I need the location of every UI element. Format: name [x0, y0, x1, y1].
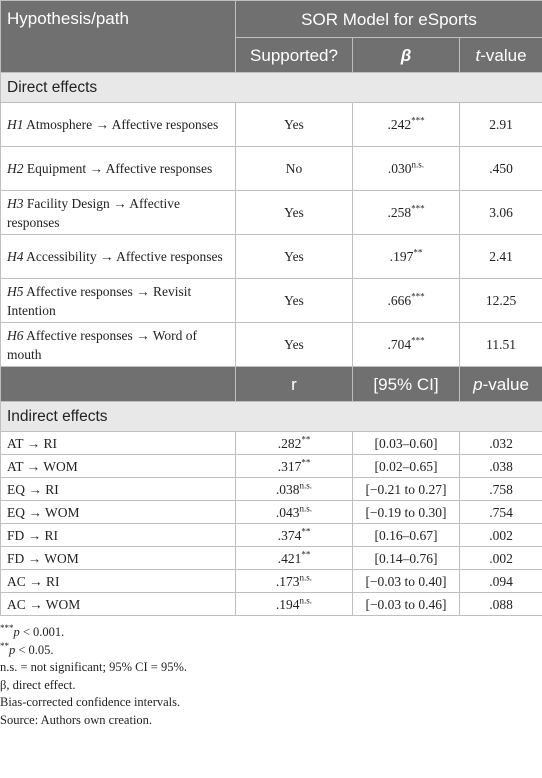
indirect-path: FD → WOM — [1, 547, 236, 570]
hypothesis-path — [1, 103, 236, 147]
path-text: Equipment → Affective responses — [23, 161, 213, 176]
note-bias: Bias-corrected confidence intervals. — [0, 695, 181, 709]
beta-cell — [353, 147, 460, 191]
ci-cell: [0.14–0.76] — [353, 547, 460, 570]
note-source: Source: Authors own creation. — [0, 712, 153, 727]
indirect-row — [1, 593, 542, 616]
value: .038 — [275, 481, 300, 497]
supported-cell: Yes — [236, 323, 353, 367]
path-text: Affective responses → Word of mouth — [7, 327, 198, 362]
t-value-header: t-value — [460, 38, 542, 73]
table-notes — [0, 616, 542, 729]
path-text: Affective responses → Revisit Intention — [7, 283, 192, 318]
ci-cell: [0.02–0.65] — [353, 455, 460, 478]
path-text: Facility Design → Affective responses — [7, 195, 180, 230]
significance-marker: ** — [413, 247, 423, 258]
r-cell — [236, 501, 353, 524]
value: .374 — [277, 527, 302, 543]
indirect-row — [1, 455, 542, 478]
indirect-effects-label: Indirect effects — [1, 402, 542, 432]
hypothesis-label: H6 — [7, 327, 24, 343]
indirect-row — [1, 547, 542, 570]
note-beta: β, direct effect. — [0, 677, 76, 692]
value: .242 — [387, 117, 412, 132]
t-value-cell: 2.41 — [460, 235, 542, 279]
supported-cell: Yes — [236, 235, 353, 279]
significance-marker: n.s. — [411, 159, 425, 170]
p-value-cell: .088 — [460, 593, 542, 616]
significance-marker: *** — [411, 115, 425, 126]
hypothesis-label: H4 — [7, 249, 24, 264]
direct-effects-label: Direct effects — [1, 73, 542, 103]
r-header: r — [236, 367, 353, 402]
path-text: Accessibility → Affective responses — [23, 249, 223, 264]
indirect-row — [1, 478, 542, 501]
value: .258 — [387, 205, 412, 220]
direct-row — [1, 279, 542, 323]
significance-marker: n.s. — [299, 503, 313, 513]
beta-cell — [353, 191, 460, 235]
value: .197 — [389, 249, 414, 264]
indirect-path: FD → RI — [1, 524, 236, 547]
header-row-indirect — [1, 367, 542, 402]
r-cell — [236, 432, 353, 455]
indirect-path: AC → WOM — [1, 593, 236, 616]
hypothesis-path-header: Hypothesis/path — [1, 1, 236, 73]
indirect-path: EQ → RI — [1, 478, 236, 501]
significance-marker: ** — [301, 434, 311, 444]
ci-cell: [0.16–0.67] — [353, 524, 460, 547]
t-value-cell: 2.91 — [460, 103, 542, 147]
r-cell — [236, 524, 353, 547]
value: .317 — [277, 458, 302, 474]
path-text: Atmosphere → Affective responses — [23, 117, 219, 132]
value: .421 — [277, 550, 302, 566]
p-value-cell: .094 — [460, 570, 542, 593]
note-p005: **p < 0.05. — [0, 640, 54, 657]
ci-cell: [−0.03 to 0.40] — [353, 570, 460, 593]
p-value-header — [460, 367, 542, 402]
beta-header: β — [353, 38, 460, 73]
hypothesis-path — [1, 279, 236, 323]
ci-cell: [−0.21 to 0.27] — [353, 478, 460, 501]
r-cell — [236, 570, 353, 593]
beta-cell — [353, 279, 460, 323]
indirect-row — [1, 524, 542, 547]
p-value-cell: .032 — [460, 432, 542, 455]
value: .282 — [277, 435, 302, 451]
hypothesis-path — [1, 191, 236, 235]
value: .030 — [387, 161, 412, 176]
p-italic: p — [473, 374, 483, 394]
value: .194 — [275, 596, 300, 612]
p-value-cell: .002 — [460, 524, 542, 547]
value: .704 — [387, 337, 412, 352]
ci-cell: [−0.03 to 0.46] — [353, 593, 460, 616]
direct-effects-section — [1, 73, 542, 103]
significance-marker: *** — [411, 203, 425, 214]
direct-row — [1, 191, 542, 235]
significance-marker: n.s. — [299, 480, 313, 490]
direct-row — [1, 103, 542, 147]
indirect-path: AT → RI — [1, 432, 236, 455]
note-p001: ***p < 0.001. — [0, 622, 65, 639]
value: .173 — [275, 573, 300, 589]
indirect-path: AC → RI — [1, 570, 236, 593]
p-value-cell: .038 — [460, 455, 542, 478]
supported-cell: Yes — [236, 191, 353, 235]
hypothesis-label: H1 — [7, 117, 24, 132]
direct-row — [1, 235, 542, 279]
supported-cell: Yes — [236, 279, 353, 323]
hypothesis-path — [1, 235, 236, 279]
r-cell — [236, 478, 353, 501]
header-row-1 — [1, 1, 542, 38]
r-cell — [236, 455, 353, 478]
hypothesis-path — [1, 147, 236, 191]
beta-cell — [353, 323, 460, 367]
indirect-row — [1, 432, 542, 455]
t-value-cell: .450 — [460, 147, 542, 191]
indirect-effects-section — [1, 402, 542, 432]
p-value-cell: .002 — [460, 547, 542, 570]
indirect-row — [1, 570, 542, 593]
significance-marker: ** — [301, 549, 311, 559]
sor-model-header: SOR Model for eSports — [236, 1, 542, 38]
blank-header — [1, 367, 236, 402]
supported-cell: No — [236, 147, 353, 191]
hypothesis-label: H3 — [7, 195, 24, 211]
hypothesis-path — [1, 323, 236, 367]
p-value-cell: .758 — [460, 478, 542, 501]
hypothesis-label: H2 — [7, 161, 24, 176]
indirect-path: AT → WOM — [1, 455, 236, 478]
ci-cell: [0.03–0.60] — [353, 432, 460, 455]
t-value-cell: 12.25 — [460, 279, 542, 323]
direct-row — [1, 147, 542, 191]
note-ns: n.s. = not significant; 95% CI = 95%. — [0, 660, 187, 674]
p-suffix: -value — [482, 374, 529, 394]
significance-marker: ** — [301, 457, 311, 467]
direct-row — [1, 323, 542, 367]
r-cell — [236, 593, 353, 616]
value: .043 — [275, 504, 300, 520]
supported-cell: Yes — [236, 103, 353, 147]
indirect-row — [1, 501, 542, 524]
t-value-cell: 3.06 — [460, 191, 542, 235]
significance-marker: *** — [411, 335, 425, 346]
ci-cell: [−0.19 to 0.30] — [353, 501, 460, 524]
ci-header: [95% CI] — [353, 367, 460, 402]
t-value-cell: 11.51 — [460, 323, 542, 367]
indirect-path: EQ → WOM — [1, 501, 236, 524]
value: .666 — [387, 293, 412, 308]
significance-marker: n.s. — [299, 595, 313, 605]
beta-cell — [353, 235, 460, 279]
significance-marker: ** — [301, 526, 311, 536]
beta-cell — [353, 103, 460, 147]
p-value-cell: .754 — [460, 501, 542, 524]
significance-marker: n.s. — [299, 572, 313, 582]
significance-marker: *** — [411, 291, 425, 302]
r-cell — [236, 547, 353, 570]
hypothesis-label: H5 — [7, 283, 24, 299]
supported-header: Supported? — [236, 38, 353, 73]
